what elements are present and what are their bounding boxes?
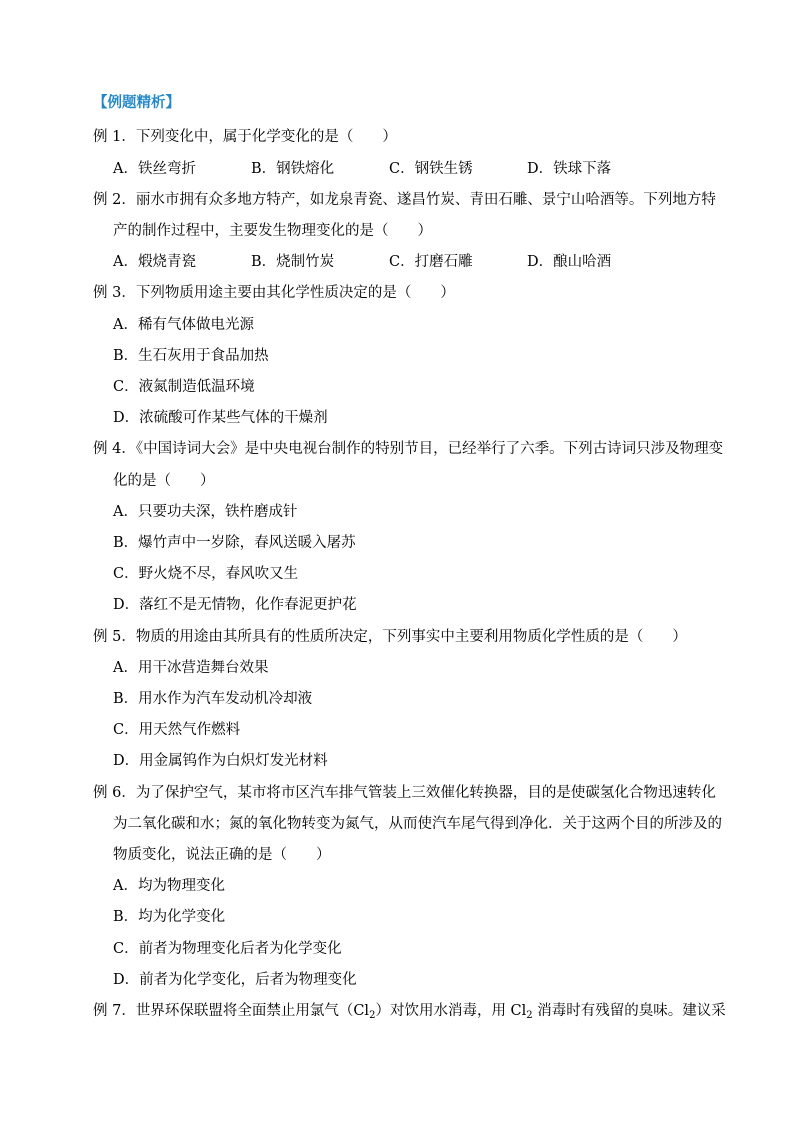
question-5-stem: 例 5．物质的用途由其所具有的性质所决定，下列事实中主要利用物质化学性质的是（ ） xyxy=(93,629,687,645)
question-1-options xyxy=(113,159,611,179)
question-4-option-c: C．野火烧不尽，春风吹又生 xyxy=(113,566,299,582)
chlorine-subscript-2: 2 xyxy=(526,1010,533,1021)
question-5-option-b: B．用水作为汽车发动机冷却液 xyxy=(113,691,313,707)
question-6-option-c: C．前者为物理变化后者为化学变化 xyxy=(113,941,342,957)
question-1-option-c: C．钢铁生锈 xyxy=(389,161,473,177)
question-1-option-b: B．钢铁熔化 xyxy=(251,161,335,177)
question-1-stem: 例 1．下列变化中，属于化学变化的是（ ） xyxy=(93,129,397,145)
question-6-stem-line-3: 物质变化，说法正确的是（ ） xyxy=(113,847,331,863)
question-7-text-part-1: 例 7．世界环保联盟将全面禁止用氯气（Cl xyxy=(93,1003,370,1019)
question-4-option-a: A．只要功夫深，铁杵磨成针 xyxy=(113,504,298,520)
question-3-option-c: C．液氮制造低温环境 xyxy=(113,379,255,395)
question-7-text-part-3: 消毒时有残留的臭味。建议采 xyxy=(532,1003,726,1019)
question-2-stem-line-2: 产的制作过程中，主要发生物理变化的是（ ） xyxy=(113,223,432,239)
question-2-stem-line-1: 例 2．丽水市拥有众多地方特产，如龙泉青瓷、遂昌竹炭、青田石雕、景宁山哈酒等。下列地方特 xyxy=(93,192,716,208)
question-7-text-part-2: ）对饮用水消毒，用 Cl xyxy=(375,1003,527,1019)
question-4-option-d: D．落红不是无情物，化作春泥更护花 xyxy=(113,597,357,613)
question-3-option-b: B．生石灰用于食品加热 xyxy=(113,348,269,364)
question-1-option-a: A．铁丝弯折 xyxy=(113,161,196,177)
question-1-option-d: D．铁球下落 xyxy=(527,161,612,177)
question-7-stem-line-1 xyxy=(93,1001,726,1021)
question-4-stem-line-2: 化的是（ ） xyxy=(113,473,215,489)
question-2-options xyxy=(113,252,611,272)
question-2-option-b: B．烧制竹炭 xyxy=(251,254,335,270)
question-6-option-b: B．均为化学变化 xyxy=(113,909,226,925)
question-3-stem: 例 3．下列物质用途主要由其化学性质决定的是（ ） xyxy=(93,285,455,301)
question-4-option-b: B．爆竹声中一岁除，春风送暖入屠苏 xyxy=(113,535,356,551)
question-5-option-a: A．用干冰营造舞台效果 xyxy=(113,660,269,676)
question-6-stem-line-2: 为二氧化碳和水；氮的氧化物转变为氮气，从而使汽车尾气得到净化．关于这两个目的所涉及的 xyxy=(113,816,722,832)
question-3-option-d: D．浓硫酸可作某些气体的干燥剂 xyxy=(113,410,328,426)
section-title: 【例题精析】 xyxy=(93,95,180,111)
question-6-stem-line-1: 例 6．为了保护空气，某市将市区汽车排气管装上三效催化转换器，目的是使碳氢化合物迅速转化 xyxy=(93,785,716,801)
question-2-option-a: A．煅烧青瓷 xyxy=(113,254,196,270)
chlorine-subscript-1: 2 xyxy=(369,1010,376,1021)
question-5-option-d: D．用金属钨作为白炽灯发光材料 xyxy=(113,753,328,769)
question-2-option-c: C．打磨石雕 xyxy=(389,254,473,270)
question-2-option-d: D．酿山哈酒 xyxy=(527,254,612,270)
question-4-stem-line-1: 例 4．《中国诗词大会》是中央电视台制作的特别节目，已经举行了六季。下列古诗词只涉及物理变 xyxy=(93,441,724,457)
question-3-option-a: A．稀有气体做电光源 xyxy=(113,317,254,333)
question-6-option-a: A．均为物理变化 xyxy=(113,878,225,894)
question-5-option-c: C．用天然气作燃料 xyxy=(113,722,241,738)
question-6-option-d: D．前者为化学变化，后者为物理变化 xyxy=(113,972,357,988)
